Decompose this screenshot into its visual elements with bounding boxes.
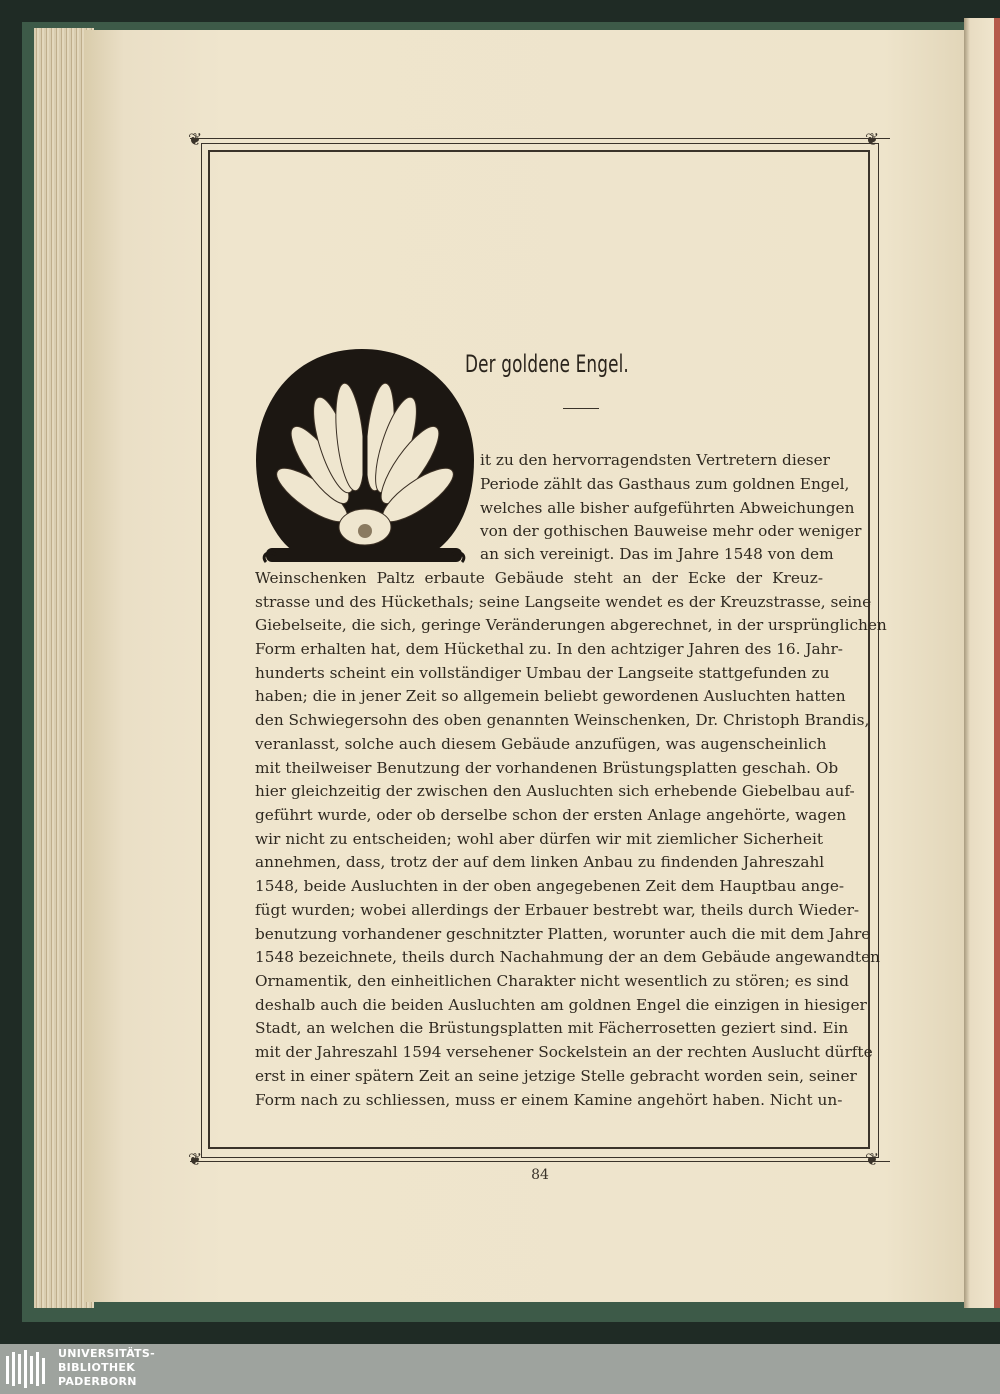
text-line: veranlasst, solche auch diesem Gebäude anzufügen, was augenscheinlich (255, 735, 827, 753)
chapter-title: Der goldene Engel. (465, 350, 629, 378)
text-line: 1548, beide Ausluchten in der oben angegebenen Zeit dem Hauptbau ange- (255, 877, 845, 895)
corner-ornament-bottom-right: ❦ (865, 1150, 880, 1170)
text-line: Giebelseite, die sich, geringe Veränderungen abgerechnet, in der ursprünglichen (255, 616, 887, 634)
text-line: 1548 bezeichnete, theils durch Nachahmung der an dem Gebäude angewandten (255, 948, 880, 966)
frame-bottom-line (190, 1161, 890, 1162)
text-line: erst in einer spätern Zeit an seine jetzige Stelle gebracht worden sein, seiner (255, 1067, 857, 1085)
library-name-line2: BIBLIOTHEK (58, 1361, 136, 1374)
text-line: mit der Jahreszahl 1594 versehener Sockelstein an der rechten Auslucht dürfte (255, 1043, 873, 1061)
frame-top-line (190, 138, 890, 139)
text-line: hier gleichzeitig der zwischen den Ausluchten sich erhebende Giebelbau auf- (255, 782, 855, 800)
library-name-line3: PADERBORN (58, 1375, 137, 1388)
text-line: Periode zählt das Gasthaus zum goldnen Engel, (480, 475, 850, 493)
corner-ornament-top-right: ❦ (865, 130, 880, 150)
text-line: den Schwiegersohn des oben genannten Weinschenken, Dr. Christoph Brandis, (255, 711, 870, 729)
title-rule (563, 408, 599, 409)
text-line: it zu den hervorragendsten Vertretern dieser (480, 451, 830, 469)
text-line: strasse und des Hückethals; seine Langseite wendet es der Kreuzstrasse, seine (255, 593, 872, 611)
library-logo-icon (6, 1350, 50, 1388)
page-number: 84 (531, 1167, 549, 1183)
text-line: fügt wurden; wobei allerdings der Erbauer bestrebt war, theils durch Wieder- (255, 901, 860, 919)
text-line: mit theilweiser Benutzung der vorhandenen Brüstungsplatten geschah. Ob (255, 759, 839, 777)
facing-page-edge (964, 18, 994, 1308)
text-line: wir nicht zu entscheiden; wohl aber dürfen wir mit ziemlicher Sicherheit (255, 830, 823, 848)
text-line: haben; die in jener Zeit so allgemein beliebt gewordenen Ausluchten hatten (255, 687, 846, 705)
text-line: an sich vereinigt. Das im Jahre 1548 von dem (480, 545, 834, 563)
text-line: hunderts scheint ein vollständiger Umbau der Langseite stattgefunden zu (255, 664, 830, 682)
text-line: von der gothischen Bauweise mehr oder weniger (480, 522, 862, 540)
text-line: Stadt, an welchen die Brüstungsplatten mit Fächerrosetten geziert sind. Ein (255, 1019, 849, 1037)
text-line: deshalb auch die beiden Ausluchten am goldnen Engel die einzigen in hiesiger (255, 996, 867, 1014)
library-name-line1: UNIVERSITÄTS- (58, 1347, 155, 1360)
library-footer (0, 1344, 1000, 1394)
corner-ornament-bottom-left: ❦ (188, 1150, 203, 1170)
text-line: Weinschenken Paltz erbaute Gebäude steht an der Ecke der Kreuz- (255, 569, 823, 587)
text-line: welches alle bisher aufgeführten Abweichungen (480, 499, 855, 517)
text-line: Form erhalten hat, dem Hückethal zu. In den achtziger Jahren des 16. Jahr- (255, 640, 843, 658)
text-line: geführt wurde, oder ob derselbe schon der ersten Anlage angehörte, wagen (255, 806, 847, 824)
text-line: Ornamentik, den einheitlichen Charakter nicht wesentlich zu stören; es sind (255, 972, 849, 990)
text-line: Form nach zu schliessen, muss er einem Kamine angehört haben. Nicht un- (255, 1091, 843, 1109)
book-spine-edge (994, 18, 1000, 1308)
corner-ornament-top-left: ❦ (188, 130, 203, 150)
text-line: benutzung vorhandener geschnitzter Platten, worunter auch die mit dem Jahre (255, 925, 871, 943)
text-line: annehmen, dass, trotz der auf dem linken Anbau zu findenden Jahreszahl (255, 853, 825, 871)
shell-initial-ornament (252, 345, 478, 567)
